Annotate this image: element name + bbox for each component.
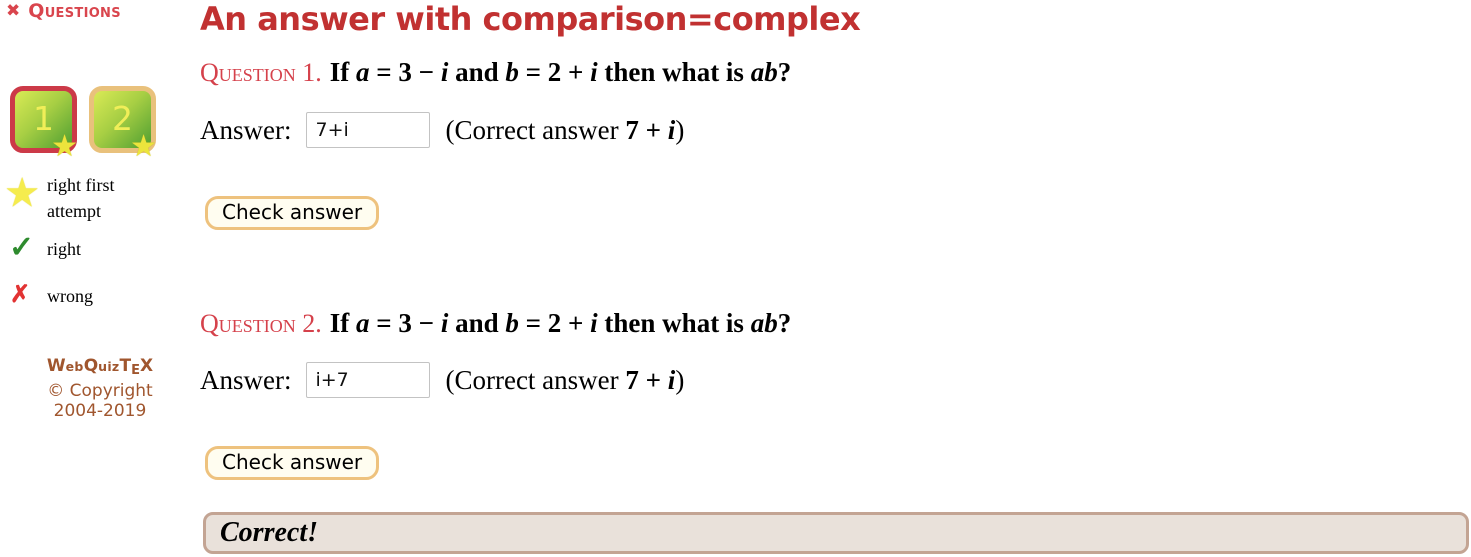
legend-label: wrong xyxy=(47,286,93,306)
legend-label: right xyxy=(47,239,81,259)
answer-label: Answer: xyxy=(200,364,292,395)
question-button-2[interactable] xyxy=(89,86,157,163)
webquiz-footer xyxy=(10,356,190,421)
answer-row-1 xyxy=(200,112,684,148)
question-2-text: Question 2. If a = 3 − i and b = 2 + i then what is ab? xyxy=(200,308,792,338)
feedback-banner xyxy=(203,512,1469,554)
question-1-label: Question 1. xyxy=(200,58,322,87)
question-2-label: Question 2. xyxy=(200,309,322,338)
question-number: 1 xyxy=(33,99,54,138)
close-icon[interactable]: ✖ xyxy=(6,1,21,21)
check-icon: ✓ xyxy=(9,231,35,264)
star-icon: ★ xyxy=(130,130,157,163)
cross-icon: ✗ xyxy=(10,282,31,308)
answer-label: Answer: xyxy=(200,114,292,145)
correct-answer-note: (Correct answer 7 + i) xyxy=(445,364,685,395)
answer-input-1[interactable] xyxy=(306,112,430,148)
questions-panel-label: Questions xyxy=(28,0,121,22)
copyright-line: © Copyright xyxy=(47,381,153,401)
copyright-years: 2004-2019 xyxy=(53,401,147,421)
page-title: An answer with comparison=complex xyxy=(200,0,861,38)
check-answer-button-2[interactable]: Check answer xyxy=(205,446,379,480)
check-answer-button-1[interactable]: Check answer xyxy=(205,196,379,230)
correct-answer-note: (Correct answer 7 + i) xyxy=(445,114,685,145)
answer-input-2[interactable] xyxy=(306,362,430,398)
webquiz-logo: WebQuizTEX xyxy=(46,356,154,378)
question-number: 2 xyxy=(112,99,133,138)
questions-panel-toggle[interactable] xyxy=(6,0,121,22)
feedback-message: Correct! xyxy=(220,517,318,548)
question-button-1[interactable] xyxy=(10,86,78,163)
answer-row-2 xyxy=(200,362,684,398)
star-icon: ★ xyxy=(51,130,78,163)
legend-label: right first attempt xyxy=(47,175,115,221)
question-1-text: Question 1. If a = 3 − i and b = 2 + i then what is ab? xyxy=(200,57,792,87)
star-icon: ★ xyxy=(6,173,39,213)
